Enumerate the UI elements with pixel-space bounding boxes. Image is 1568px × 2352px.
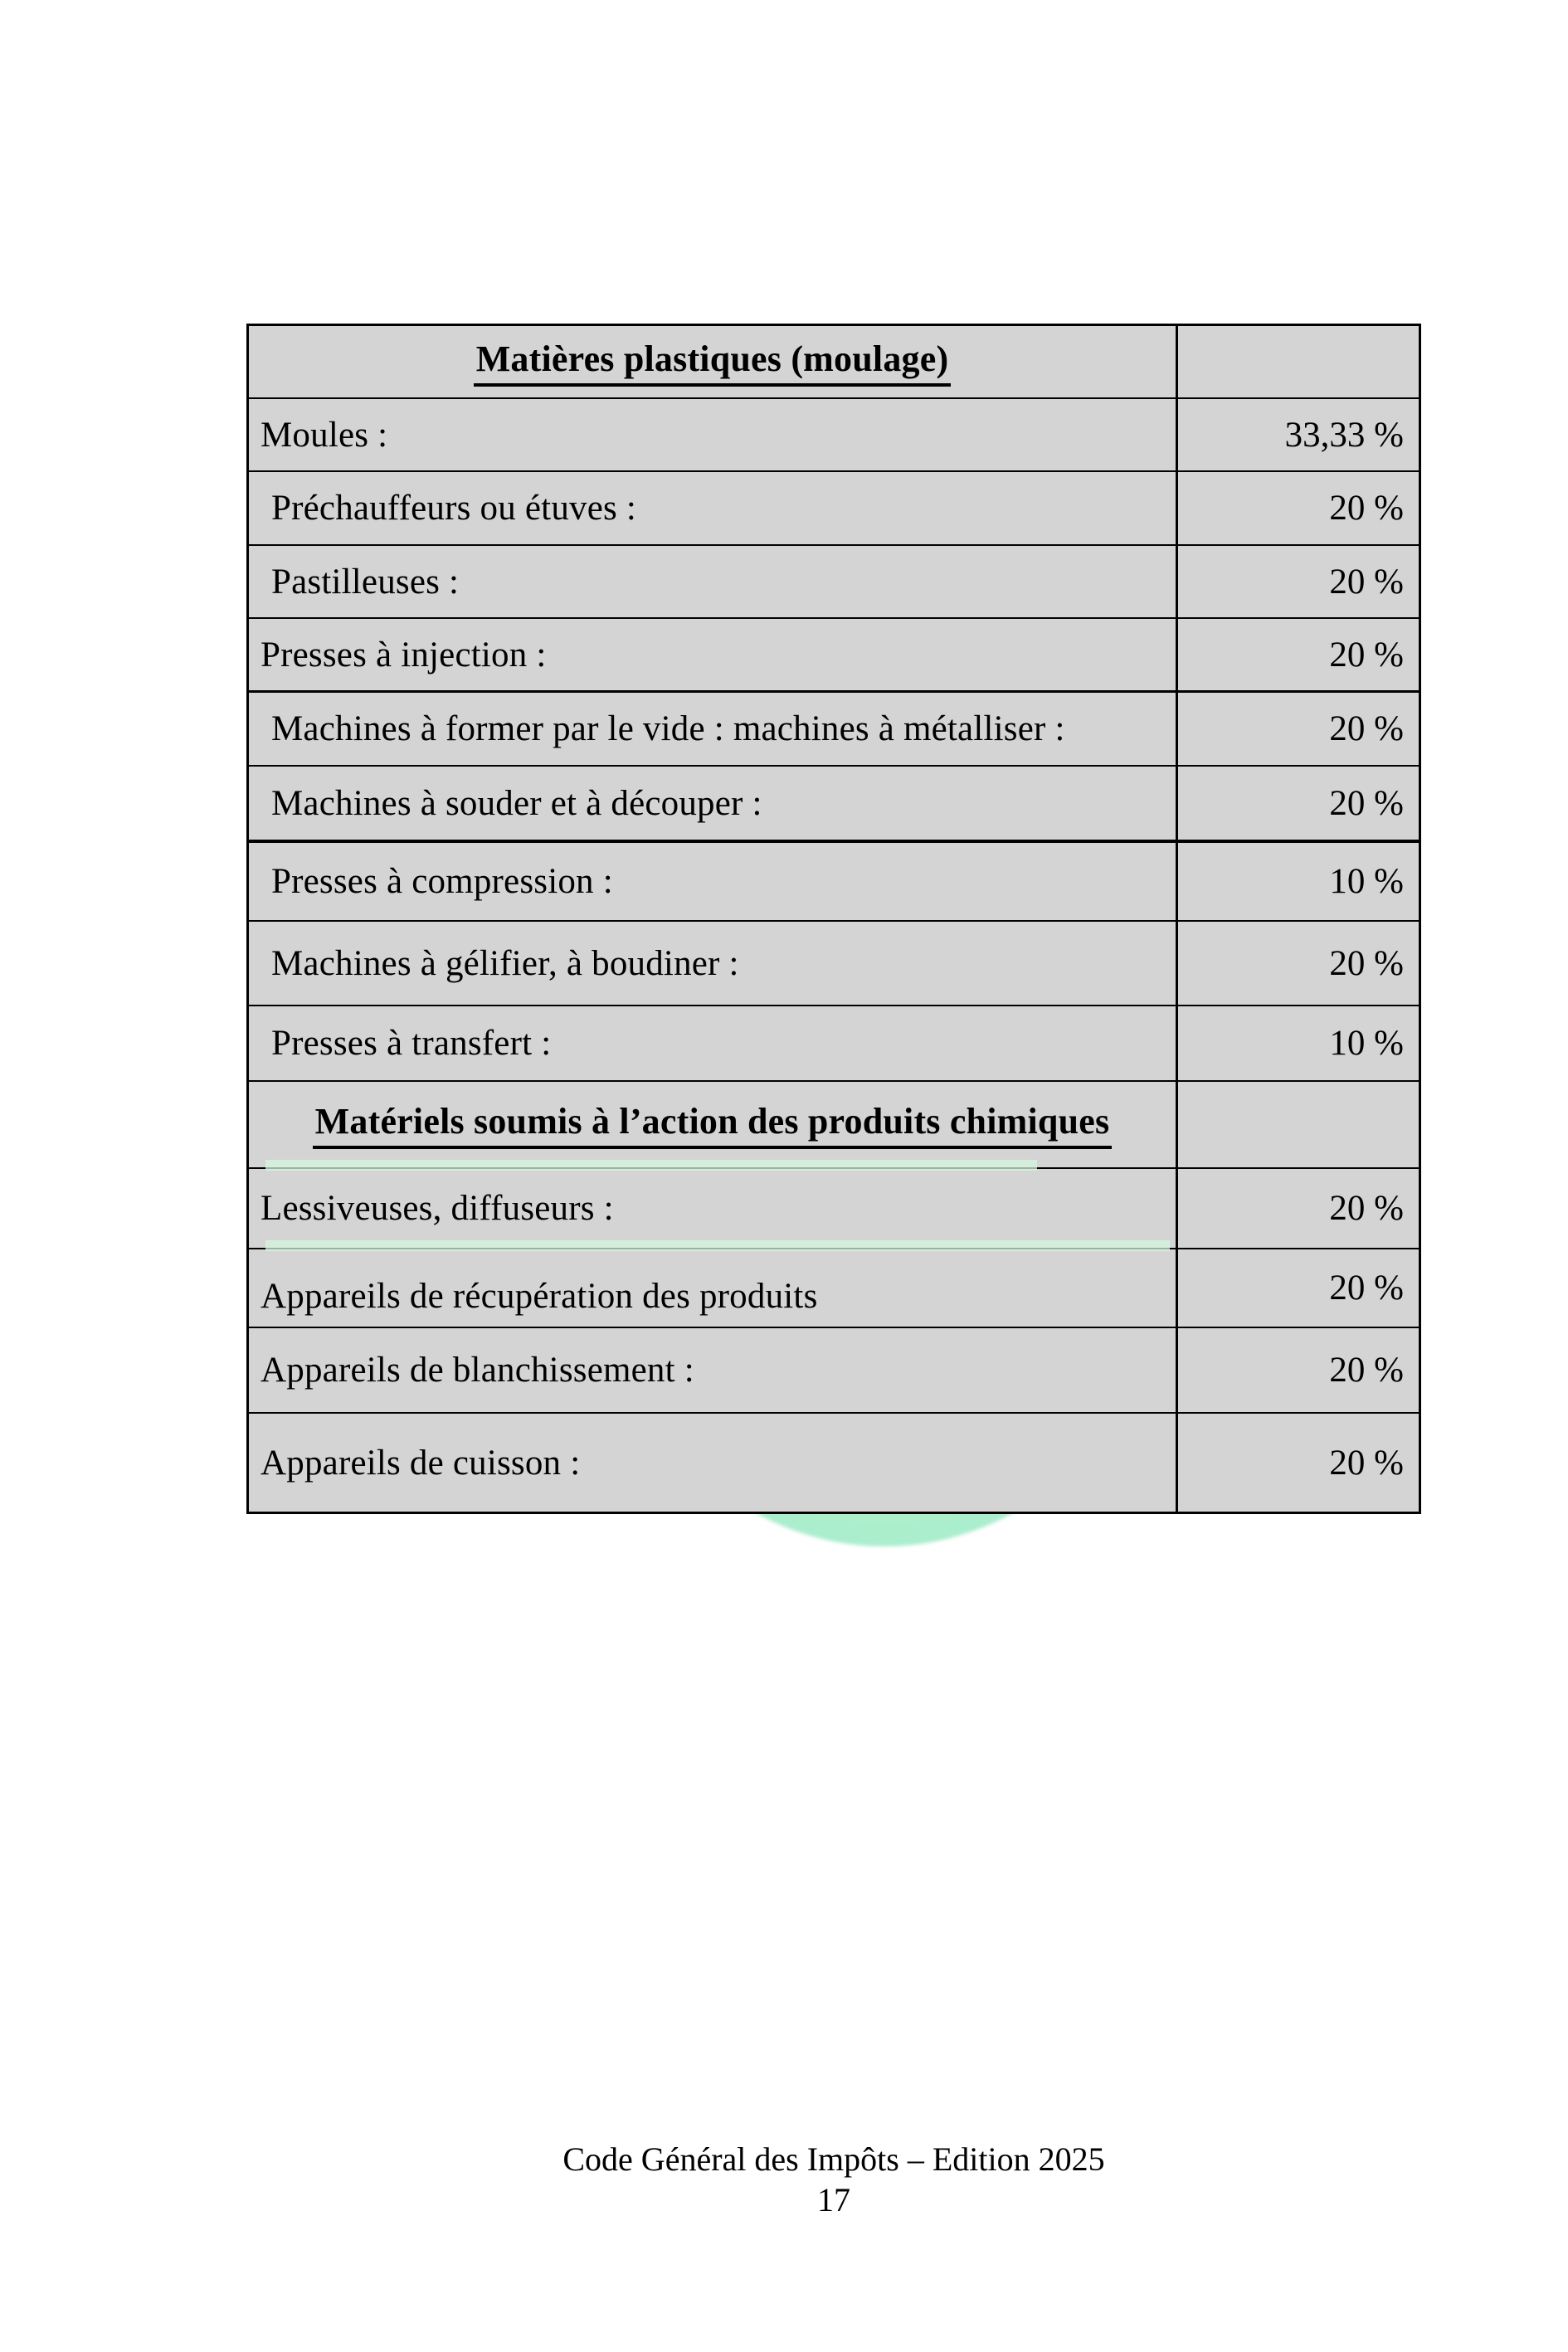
table-row <box>249 1249 1419 1328</box>
table-row <box>249 399 1419 472</box>
row-label-cell: Machines à gélifier, à boudiner : <box>249 922 1178 1005</box>
row-label-cell: Presses à injection : <box>249 619 1178 690</box>
page-number: 17 <box>817 2181 850 2218</box>
row-value-cell <box>1178 1082 1419 1167</box>
table-row <box>249 693 1419 767</box>
row-label-cell: Appareils de récupération des produits <box>249 1249 1178 1327</box>
row-value-cell: 20 % <box>1329 1269 1404 1307</box>
row-value-cell: 20 % <box>1329 783 1404 823</box>
row-label-cell: Appareils de cuisson : <box>249 1414 1178 1512</box>
row-value-cell: 20 % <box>1329 635 1404 674</box>
section-header-cell <box>249 1082 1178 1167</box>
table-row <box>249 922 1419 1006</box>
row-value-cell: 20 % <box>1329 1443 1404 1483</box>
table-row <box>249 472 1419 546</box>
row-label-cell: Pastilleuses : <box>249 546 1178 617</box>
table-section-header-row <box>249 326 1419 399</box>
section-header-cell <box>249 326 1178 397</box>
row-value-cell: 10 % <box>1329 862 1404 901</box>
row-label-cell: Machines à former par le vide : machines à métalliser : <box>249 693 1178 765</box>
row-value-cell: 20 % <box>1329 709 1404 748</box>
table-section-header-row <box>249 1082 1419 1169</box>
row-label-cell: Moules : <box>249 399 1178 470</box>
table-row <box>249 1169 1419 1249</box>
row-value-cell: 20 % <box>1329 1351 1404 1390</box>
page-footer <box>246 2139 1421 2220</box>
row-value-cell: 20 % <box>1329 1189 1404 1228</box>
row-value-cell: 33,33 % <box>1284 415 1404 455</box>
table-row <box>249 767 1419 843</box>
table-row <box>249 843 1419 922</box>
depreciation-table <box>246 324 1421 1514</box>
row-value-cell: 20 % <box>1329 489 1404 528</box>
row-label-cell: Presses à transfert : <box>249 1006 1178 1080</box>
row-value-cell: 20 % <box>1329 943 1404 983</box>
section-header-text: Matériels soumis à l’action des produits chimiques <box>313 1100 1113 1149</box>
footer-title: Code Général des Impôts – Edition 2025 <box>562 2140 1105 2178</box>
row-label-cell: Presses à compression : <box>249 843 1178 920</box>
row-value-cell: 10 % <box>1329 1024 1404 1063</box>
row-label-cell: Appareils de blanchissement : <box>249 1328 1178 1412</box>
row-label-cell: Préchauffeurs ou étuves : <box>249 472 1178 544</box>
table-row <box>249 546 1419 619</box>
row-value-cell: 20 % <box>1329 562 1404 601</box>
row-label-cell: Machines à souder et à découper : <box>249 767 1178 840</box>
table-row <box>249 1414 1419 1512</box>
table-row <box>249 1006 1419 1082</box>
table-row <box>249 619 1419 693</box>
row-label-cell: Lessiveuses, diffuseurs : <box>249 1169 1178 1248</box>
section-header-text: Matières plastiques (moulage) <box>474 338 952 387</box>
table-row <box>249 1328 1419 1414</box>
row-value-cell <box>1178 326 1419 397</box>
